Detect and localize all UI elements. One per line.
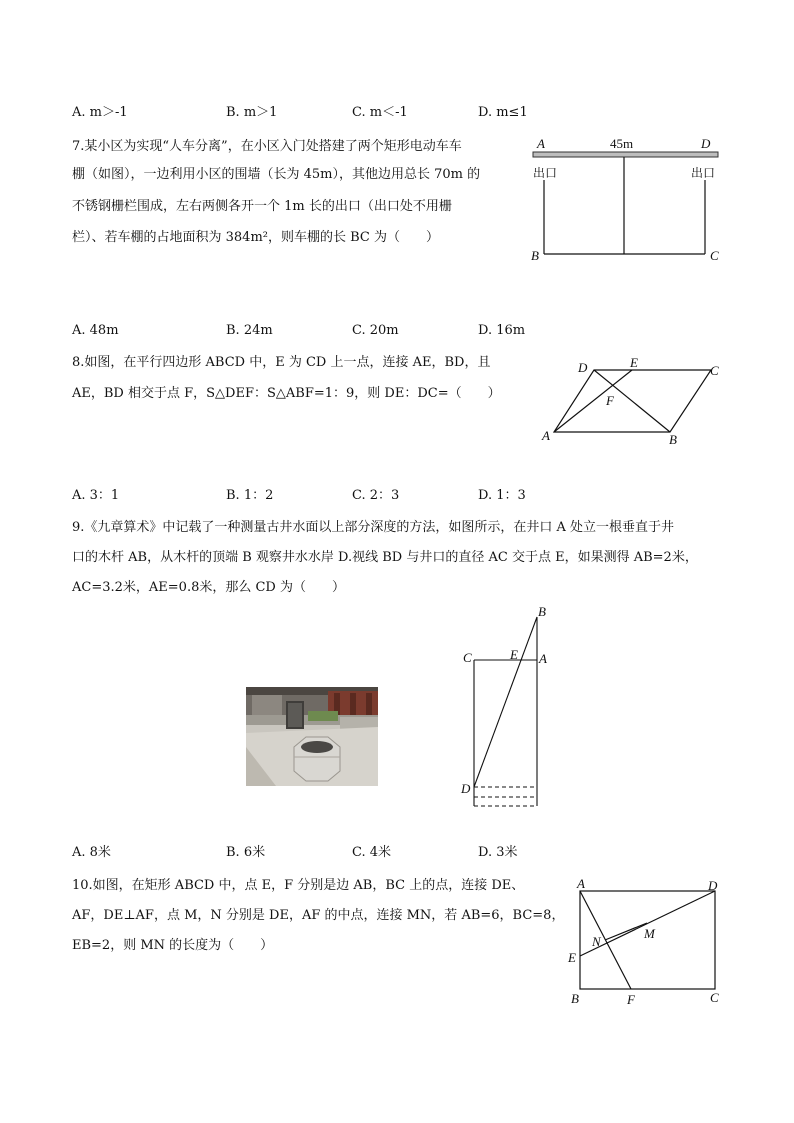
q9-label-d: D — [461, 781, 471, 796]
q10-label-e: E — [568, 950, 576, 965]
q10-label-c: C — [710, 990, 719, 1005]
q7-text-line: 栏）、若车棚的占地面积为 384m²，则车棚的长 BC 为（ ） — [72, 230, 439, 245]
q7-text-line: 7.某小区为实现“人车分离”，在小区入门处搭建了两个矩形电动车车 — [72, 139, 462, 154]
q9-option-c: C. 4米 — [352, 845, 392, 860]
q8-text-line: AE，BD 相交于点 F，S△DEF：S△ABF=1：9，则 DE：DC=（ ） — [72, 386, 501, 401]
q10-text-line: EB=2，则 MN 的长度为（ ） — [72, 938, 274, 953]
q6-option-c: C. m＜-1 — [352, 105, 408, 120]
q10-label-a: A — [577, 876, 585, 891]
q7-option-b: B. 24m — [226, 323, 273, 338]
q8-option-a: A. 3：1 — [72, 488, 120, 503]
q9-text-line: 口的木杆 AB，从木杆的顶端 B 观察井水水岸 D.视线 BD 与井口的直径 AC 交于点 E，如果测得 AB=2米， — [72, 550, 698, 565]
q8-option-c: C. 2：3 — [352, 488, 400, 503]
q10-label-b: B — [571, 991, 579, 1006]
q7-option-a: A. 48m — [72, 323, 119, 338]
q7-label-d: D — [701, 136, 711, 151]
q7-option-d: D. 16m — [478, 323, 526, 338]
q9-option-b: B. 6米 — [226, 845, 266, 860]
q6-option-d: D. m≤1 — [478, 105, 528, 120]
q7-label-c: C — [710, 248, 719, 263]
q9-label-b: B — [538, 604, 546, 619]
q9-option-a: A. 8米 — [72, 845, 111, 860]
q8-label-d: D — [578, 360, 588, 375]
q8-label-a: A — [542, 428, 550, 443]
q7-label-exit-left: 出口 — [533, 166, 558, 180]
q10-text-line: 10.如图，在矩形 ABCD 中，点 E，F 分别是边 AB，BC 上的点，连接 DE、 — [72, 878, 525, 893]
q6-option-b: B. m＞1 — [226, 105, 278, 120]
q8-label-b: B — [669, 432, 677, 447]
q8-text-line: 8.如图，在平行四边形 ABCD 中，E 为 CD 上一点，连接 AE，BD，且 — [72, 355, 491, 370]
q8-option-b: B. 1：2 — [226, 488, 274, 503]
q10-label-n: N — [592, 934, 601, 949]
q8-label-e: E — [630, 355, 638, 370]
q7-text-line: 不锈钢栅栏围成，左右两侧各开一个 1m 长的出口（出口处不用栅 — [72, 199, 452, 214]
q10-segment-mn — [605, 923, 647, 940]
q9-label-c: C — [463, 650, 472, 665]
q7-label-wall: 45m — [610, 136, 634, 151]
q9-label-e: E — [510, 647, 518, 662]
q7-label-a: A — [537, 136, 545, 151]
q8-label-f: F — [606, 393, 614, 408]
q7-text-line: 棚（如图），一边利用小区的围墙（长为 45m），其他边用总长 70m 的 — [72, 167, 481, 182]
q7-option-c: C. 20m — [352, 323, 399, 338]
q9-label-a: A — [539, 651, 547, 666]
q7-label-b: B — [531, 248, 539, 263]
q10-label-f: F — [627, 992, 635, 1007]
q9-text-line: 9.《九章算术》中记载了一种测量古井水面以上部分深度的方法，如图所示，在井口 A 处立一根垂直于井 — [72, 520, 675, 535]
q7-label-exit-right: 出口 — [691, 166, 716, 180]
q8-option-d: D. 1：3 — [478, 488, 526, 503]
q6-option-a: A. m＞-1 — [72, 105, 128, 120]
q10-text-line: AF，DE⊥AF，点 M，N 分别是 DE，AF 的中点，连接 MN，若 AB=6，BC=8， — [72, 908, 565, 923]
q10-label-d: D — [708, 878, 718, 893]
q8-label-c: C — [710, 363, 719, 378]
q9-text-line: AC=3.2米，AE=0.8米，那么 CD 为（ ） — [72, 580, 345, 595]
q10-label-m: M — [644, 926, 655, 941]
q9-option-d: D. 3米 — [478, 845, 518, 860]
